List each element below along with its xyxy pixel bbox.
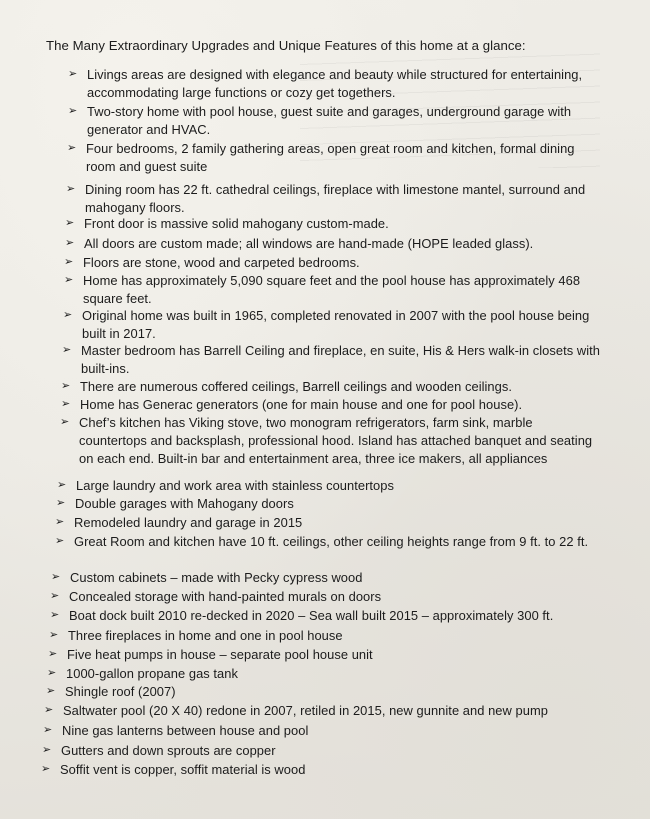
list-item-text: Livings areas are designed with elegance and beauty while structured for entertaining, accommodating large functions or cozy get togethers. [87, 67, 583, 100]
arrow-bullet-icon: ➢ [42, 744, 52, 756]
list-item-text: Two-story home with pool house, guest suite and garages, underground garage with generator and HVAC. [87, 104, 572, 137]
arrow-bullet-icon: ➢ [57, 479, 67, 491]
list-item [46, 683, 585, 701]
list-item-text: Custom cabinets – made with Pecky cypress wood [70, 570, 363, 585]
list-item [67, 140, 606, 176]
list-item [50, 588, 589, 606]
list-item-text: Original home was built in 1965, completed renovated in 2007 with the pool house being built in 2017. [82, 308, 590, 341]
list-item [62, 342, 606, 378]
arrow-bullet-icon: ➢ [64, 256, 74, 268]
list-item [68, 103, 607, 139]
list-item [47, 665, 586, 683]
list-item-text: Saltwater pool (20 X 40) redone in 2007, retiled in 2015, new gunnite and new pump [63, 703, 548, 718]
list-item [56, 495, 595, 513]
list-item-text: Three fireplaces in home and one in pool house [68, 628, 343, 643]
list-item-text: Boat dock built 2010 re-decked in 2020 – Sea wall built 2015 – approximately 300 ft. [69, 608, 554, 623]
list-item-text: Floors are stone, wood and carpeted bedrooms. [83, 255, 360, 270]
arrow-bullet-icon: ➢ [43, 724, 53, 736]
list-item [64, 272, 603, 308]
list-item-text: Master bedroom has Barrell Ceiling and fireplace, en suite, His & Hers walk-in closets with built-ins. [81, 343, 600, 376]
arrow-bullet-icon: ➢ [65, 217, 75, 229]
list-item-text: Four bedrooms, 2 family gathering areas, open great room and kitchen, formal dining room and guest suite [86, 141, 575, 174]
list-item-text: Dining room has 22 ft. cathedral ceilings, fireplace with limestone mantel, surround and mahogany floors. [85, 182, 586, 215]
list-item [44, 702, 603, 720]
list-item [60, 414, 594, 468]
list-item [41, 761, 580, 779]
list-item [63, 307, 607, 343]
arrow-bullet-icon: ➢ [41, 763, 51, 775]
list-item-text: Front door is massive solid mahogany custom-made. [84, 216, 389, 231]
arrow-bullet-icon: ➢ [50, 609, 60, 621]
list-item [61, 396, 600, 414]
list-item [55, 514, 594, 532]
arrow-bullet-icon: ➢ [61, 398, 71, 410]
arrow-bullet-icon: ➢ [50, 590, 60, 602]
list-item [51, 569, 590, 587]
list-item [49, 627, 588, 645]
list-item-text: Shingle roof (2007) [65, 684, 176, 699]
arrow-bullet-icon: ➢ [49, 629, 59, 641]
arrow-bullet-icon: ➢ [67, 142, 77, 154]
list-item [65, 215, 604, 233]
arrow-bullet-icon: ➢ [51, 571, 61, 583]
list-item-text: Remodeled laundry and garage in 2015 [74, 515, 303, 530]
list-item-text: Home has Generac generators (one for main house and one for pool house). [80, 397, 523, 412]
list-item-text: Nine gas lanterns between house and pool [62, 723, 309, 738]
arrow-bullet-icon: ➢ [64, 274, 74, 286]
list-item-text: There are numerous coffered ceilings, Barrell ceilings and wooden ceilings. [80, 379, 512, 394]
arrow-bullet-icon: ➢ [56, 497, 66, 509]
arrow-bullet-icon: ➢ [48, 648, 58, 660]
list-item-text: Home has approximately 5,090 square feet and the pool house has approximately 468 square feet. [83, 273, 581, 306]
list-item-text: Double garages with Mahogany doors [75, 496, 294, 511]
arrow-bullet-icon: ➢ [46, 685, 56, 697]
list-item [66, 181, 613, 217]
list-item [48, 646, 587, 664]
list-item [42, 742, 581, 760]
arrow-bullet-icon: ➢ [63, 309, 73, 321]
arrow-bullet-icon: ➢ [65, 237, 75, 249]
arrow-bullet-icon: ➢ [44, 704, 54, 716]
list-item [65, 235, 604, 253]
list-item [64, 254, 603, 272]
arrow-bullet-icon: ➢ [66, 183, 76, 195]
list-item [57, 477, 596, 495]
list-item-text: Five heat pumps in house – separate pool house unit [67, 647, 373, 662]
list-item-text: Great Room and kitchen have 10 ft. ceilings, other ceiling heights range from 9 ft. to 22 ft. [74, 534, 589, 549]
list-item-text: Chef’s kitchen has Viking stove, two monogram refrigerators, farm sink, marble countertops and backsplash, professional hood. Island has attached banquet and seating on each end. Built-in bar and entertainment area, three ice makers, all appliances [79, 415, 593, 466]
list-item-text: Gutters and down sprouts are copper [61, 743, 276, 758]
arrow-bullet-icon: ➢ [60, 416, 70, 428]
arrow-bullet-icon: ➢ [68, 68, 78, 80]
list-item-text: Concealed storage with hand-painted murals on doors [69, 589, 382, 604]
arrow-bullet-icon: ➢ [55, 516, 65, 528]
list-item-text: Soffit vent is copper, soffit material is wood [60, 762, 306, 777]
arrow-bullet-icon: ➢ [62, 344, 72, 356]
arrow-bullet-icon: ➢ [47, 667, 57, 679]
arrow-bullet-icon: ➢ [61, 380, 71, 392]
arrow-bullet-icon: ➢ [55, 535, 65, 547]
page-heading: The Many Extraordinary Upgrades and Unique Features of this home at a glance: [46, 38, 526, 53]
list-item [55, 533, 604, 551]
list-item-text: Large laundry and work area with stainless countertops [76, 478, 394, 493]
list-item [43, 722, 582, 740]
list-item [68, 66, 607, 102]
list-item [50, 607, 599, 625]
list-item [61, 378, 600, 396]
list-item-text: All doors are custom made; all windows are hand-made (HOPE leaded glass). [84, 236, 534, 251]
arrow-bullet-icon: ➢ [68, 105, 78, 117]
list-item-text: 1000-gallon propane gas tank [66, 666, 238, 681]
